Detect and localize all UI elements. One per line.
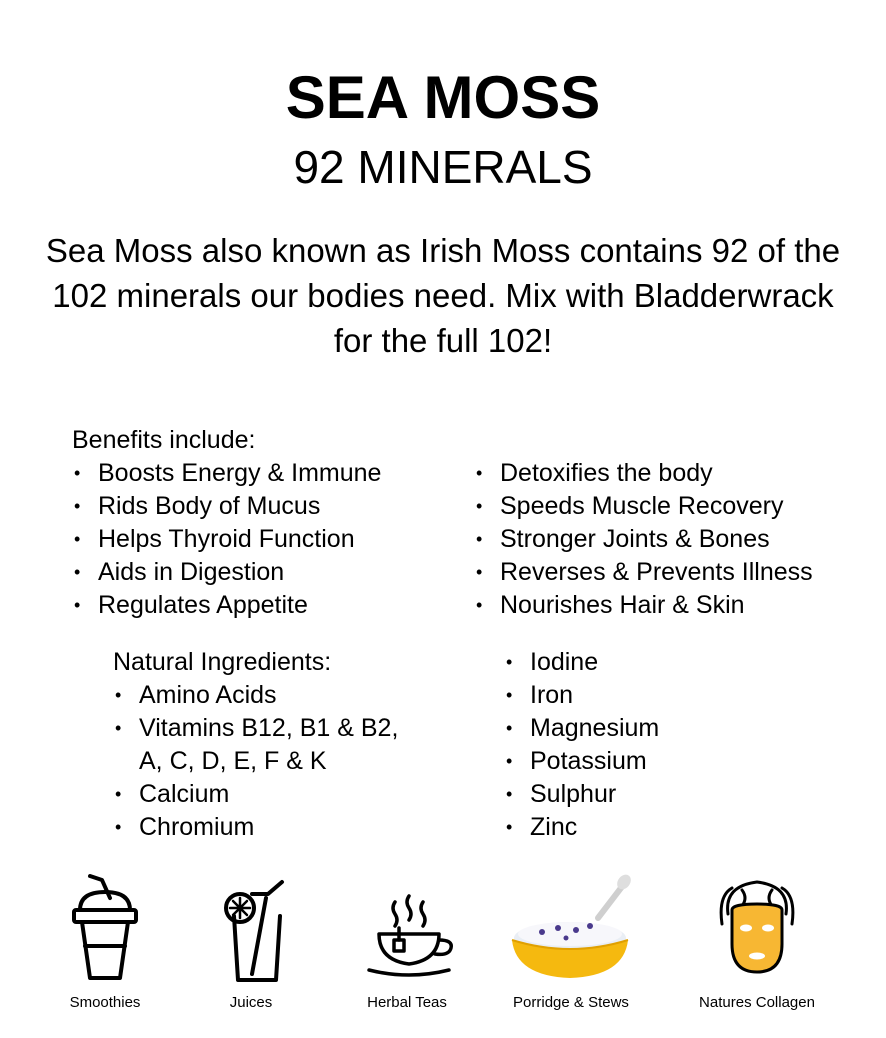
page-subtitle: 92 MINERALS xyxy=(293,141,593,193)
ingredients-list-left xyxy=(113,646,398,844)
use-smoothies xyxy=(30,868,180,1028)
ingredient-item: • Chromium xyxy=(113,811,398,844)
benefit-item: • Reverses & Prevents Illness xyxy=(474,556,813,589)
benefit-item: • Helps Thyroid Function xyxy=(72,523,381,556)
tea-cup-icon xyxy=(357,868,457,983)
ingredient-vitamins-line1: Vitamins B12, B1 & B2, xyxy=(139,714,399,742)
use-label: Natures Collagen xyxy=(699,994,815,1011)
ingredient-item: • Amino Acids xyxy=(113,679,398,712)
use-porridge-stews xyxy=(496,868,646,1028)
benefits-heading: Benefits include: xyxy=(72,426,256,454)
use-label: Smoothies xyxy=(69,994,141,1011)
benefit-item: • Aids in Digestion xyxy=(72,556,381,589)
benefit-item: • Nourishes Hair & Skin xyxy=(474,589,813,622)
ingredients-heading: Natural Ingredients: xyxy=(113,648,332,676)
ingredients-list-right xyxy=(504,646,659,844)
benefit-item: • Speeds Muscle Recovery xyxy=(474,490,813,523)
uses-icon-row xyxy=(0,868,886,1028)
porridge-bowl-icon xyxy=(506,868,636,983)
ingredient-item: • Sulphur xyxy=(504,778,659,811)
benefit-item: • Boosts Energy & Immune xyxy=(72,457,381,490)
ingredient-item: • Iodine xyxy=(504,646,659,679)
use-label: Herbal Teas xyxy=(367,994,447,1011)
benefit-item: • Stronger Joints & Bones xyxy=(474,523,813,556)
intro-paragraph: Sea Moss also known as Irish Moss contains 92 of the 102 minerals our bodies need. Mix with Bladderwrack for the full 102! xyxy=(45,232,841,359)
use-juices xyxy=(176,868,326,1028)
ingredient-item xyxy=(113,712,398,778)
benefit-item: • Detoxifies the body xyxy=(474,457,813,490)
ingredient-item: • Iron xyxy=(504,679,659,712)
benefit-item: • Rids Body of Mucus xyxy=(72,490,381,523)
use-herbal-teas xyxy=(332,868,482,1028)
benefit-item: • Regulates Appetite xyxy=(72,589,381,622)
benefits-list-left xyxy=(72,424,381,622)
ingredient-item: • Magnesium xyxy=(504,712,659,745)
benefits-list-right xyxy=(474,457,813,622)
use-label: Porridge & Stews xyxy=(513,994,629,1011)
ingredient-item: • Zinc xyxy=(504,811,659,844)
use-natures-collagen xyxy=(682,868,832,1028)
ingredient-item: • Potassium xyxy=(504,745,659,778)
juice-glass-icon xyxy=(206,868,296,983)
ingredient-item: • Calcium xyxy=(113,778,398,811)
page-title: SEA MOSS xyxy=(285,64,601,131)
face-mask-icon xyxy=(712,868,802,983)
ingredient-vitamins-line2: A, C, D, E, F & K xyxy=(139,747,327,775)
smoothie-cup-icon xyxy=(60,868,150,983)
use-label: Juices xyxy=(229,994,273,1011)
